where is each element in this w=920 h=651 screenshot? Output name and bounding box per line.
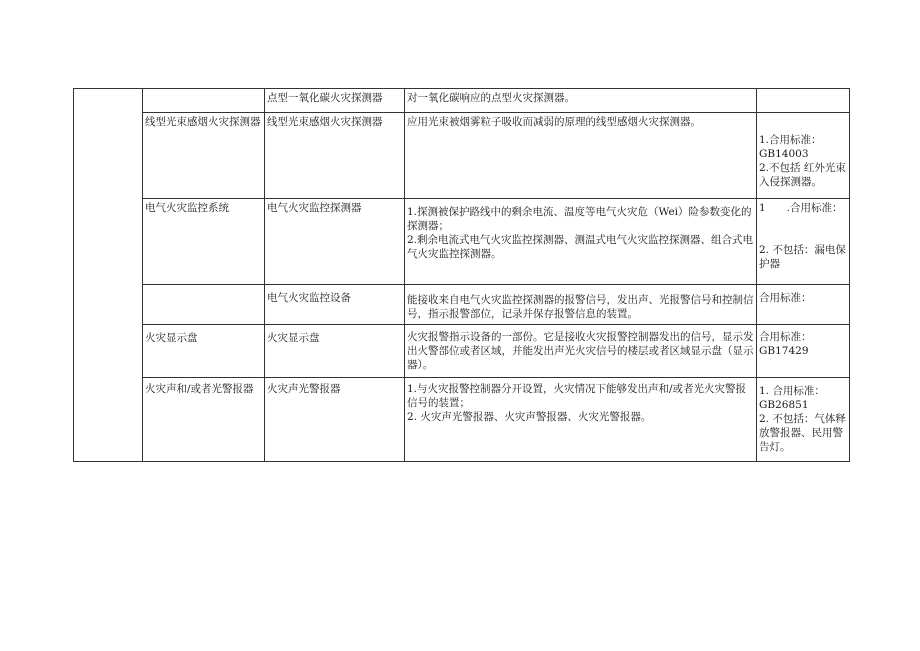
definition-cell <box>405 113 757 199</box>
table-row <box>74 89 850 113</box>
definition-cell <box>405 89 757 113</box>
category-cell: 电气火灾监控系统 <box>143 199 265 285</box>
note-line: GB26851 <box>759 399 809 411</box>
product-name-cell: 火灾显示盘 <box>265 325 405 378</box>
category-cell: 线型光束感烟火灾探测器 <box>143 113 265 199</box>
category-cell <box>143 89 265 113</box>
note-line: 1. 合用标准： <box>759 385 825 397</box>
product-name-cell: 点型一氧化碳火灾探测器 <box>265 89 405 113</box>
table-row <box>74 113 850 199</box>
table-row <box>74 199 850 285</box>
definition-cell <box>405 378 757 462</box>
product-name-cell: 火灾声光警报器 <box>265 378 405 462</box>
note-line: 合用标准： <box>759 331 812 343</box>
table-row <box>74 378 850 462</box>
definition-line: 对一氧化碳响应的点型火灾探测器。 <box>407 92 575 104</box>
note-line: GB17429 <box>759 345 809 357</box>
note-line: 1 .合用标准： <box>759 202 843 214</box>
note-line: 合用标准： <box>759 292 812 304</box>
table-row <box>74 325 850 378</box>
note-line: 2. 不包括：漏电保护器 <box>759 244 846 270</box>
category-cell: 火灾声和/或者光警报器 <box>143 378 265 462</box>
product-name-cell: 电气火灾监控设备 <box>265 285 405 325</box>
definition-cell <box>405 285 757 325</box>
definition-line: 1.与火灾报警控制器分开设置，火灾情况下能够发出声和/或者光火灾警报信号的装置； <box>407 383 747 409</box>
table-row <box>74 285 850 325</box>
notes-cell <box>757 378 850 462</box>
definition-line: 应用光束被烟雾粒子吸收而减弱的原理的线型感烟火灾探测器。 <box>407 116 701 128</box>
definition-cell <box>405 199 757 285</box>
note-line: 2.不包括 红外光束入侵探测器。 <box>759 162 846 188</box>
note-line: 1.合用标准： <box>759 134 822 146</box>
outer-group-cell <box>74 89 143 462</box>
category-cell <box>143 285 265 325</box>
definition-cell <box>405 325 757 378</box>
notes-cell <box>757 113 850 199</box>
note-line <box>759 215 847 243</box>
product-name-cell: 电气火灾监控探测器 <box>265 199 405 285</box>
definition-line: 2. 火灾声光警报器、火灾声警报器、火灾光警报器。 <box>407 411 652 423</box>
note-line: GB14003 <box>759 148 809 160</box>
notes-cell <box>757 285 850 325</box>
product-classification-table <box>73 88 850 462</box>
notes-cell <box>757 199 850 285</box>
definition-line: 火灾报警指示设备的一部份。它是接收火灾报警控制器发出的信号，显示发出火警部位或者区域，并能发出声光火灾信号的楼层或者区域显示盘（显示器）。 <box>407 331 754 371</box>
notes-cell <box>757 325 850 378</box>
note-line: 2. 不包括：气体释放警报器、民用警告灯。 <box>759 413 846 453</box>
product-name-cell: 线型光束感烟火灾探测器 <box>265 113 405 199</box>
definition-line: 1.探测被保护路线中的剩余电流、温度等电气火灾危（Wei）险参数变化的探测器； <box>407 206 752 232</box>
category-cell: 火灾显示盘 <box>143 325 265 378</box>
notes-cell <box>757 89 850 113</box>
definition-line: 能接收来自电气火灾监控探测器的报警信号，发出声、光报警信号和控制信号，指示报警部位，记录并保存报警信息的装置。 <box>407 294 754 320</box>
definition-line: 2.剩余电流式电气火灾监控探测器、测温式电气火灾监控探测器、组合式电气火灾监控探测器。 <box>407 234 754 260</box>
